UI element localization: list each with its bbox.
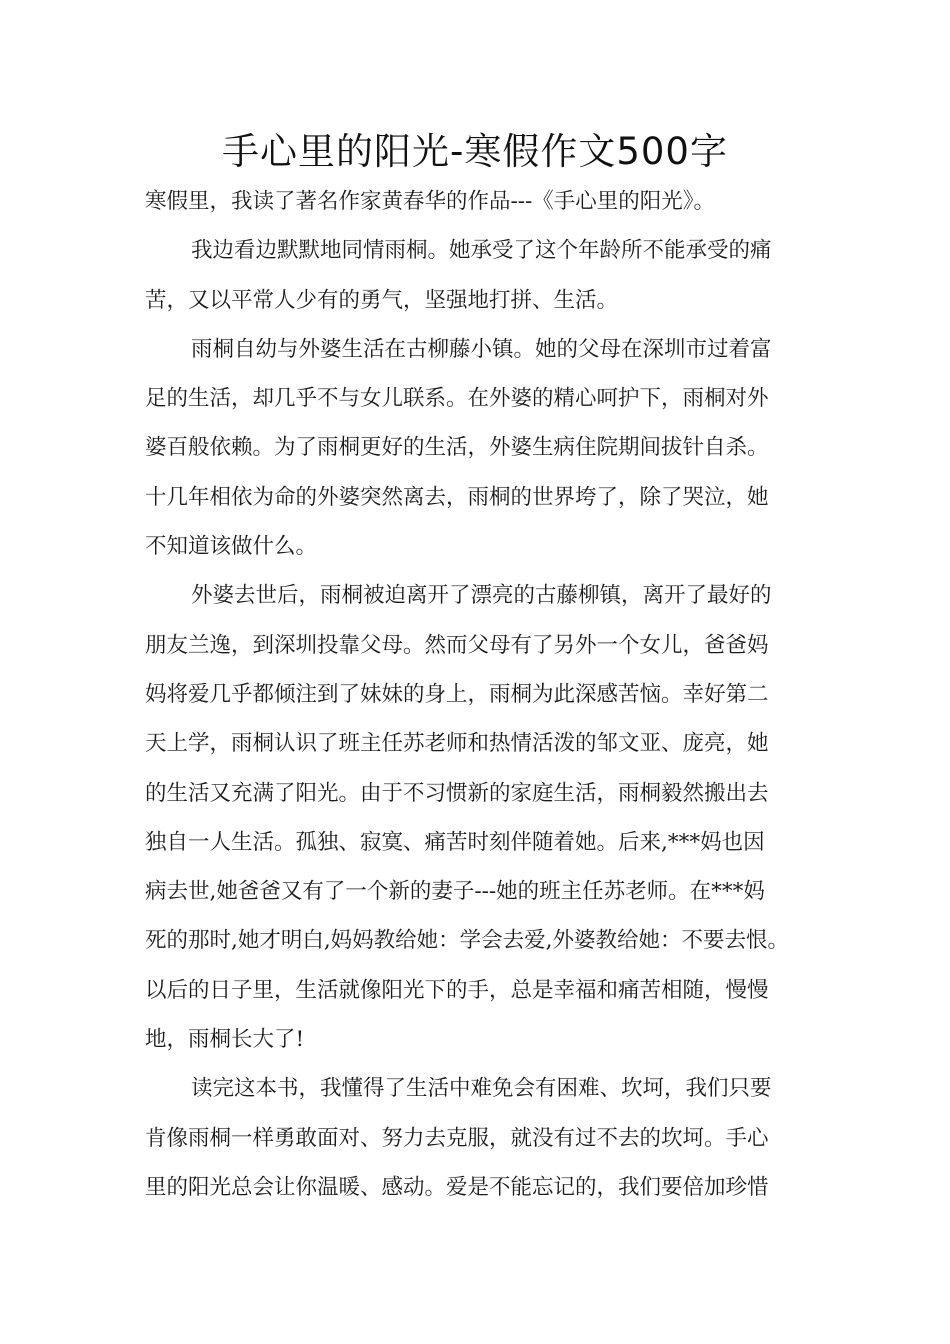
text-line: 的生活又充满了阳光。由于不习惯新的家庭生活，雨桐毅然搬出去	[145, 780, 769, 806]
text-line: 以后的日子里，生活就像阳光下的手，总是幸福和痛苦相随，慢慢	[145, 977, 769, 1003]
text-line: 足的生活，却几乎不与女儿联系。在外婆的精心呵护下，雨桐对外	[145, 386, 769, 412]
text-line: 独自一人生活。孤独、寂寞、痛苦时刻伴随着她。后来,***妈也因	[145, 829, 765, 855]
text-line: 病去世,她爸爸又有了一个新的妻子---她的班主任苏老师。在***妈	[145, 879, 765, 905]
text-line: 外婆去世后，雨桐被迫离开了漂亮的古藤柳镇，离开了最好的	[191, 583, 772, 609]
document-title: 手心里的阳光-寒假作文500字	[222, 130, 728, 173]
text-line: 我边看边默默地同情雨桐。她承受了这个年龄所不能承受的痛	[191, 238, 772, 264]
text-line: 寒假里，我读了著名作家黄春华的作品---《手心里的阳光》。	[145, 189, 716, 214]
text-line: 天上学，雨桐认识了班主任苏老师和热情活泼的邹文亚、庞亮，她	[145, 731, 769, 757]
text-line: 不知道该做什么。	[145, 534, 318, 560]
text-line: 妈将爱几乎都倾注到了妹妹的身上，雨桐为此深感苦恼。幸好第二	[145, 681, 769, 707]
text-line: 里的阳光总会让你温暖、感动。爱是不能忘记的，我们要倍加珍惜	[145, 1174, 769, 1200]
text-line: 读完这本书，我懂得了生活中难免会有困难、坎坷，我们只要	[191, 1076, 772, 1102]
text-line: 十几年相依为命的外婆突然离去，雨桐的世界垮了，除了哭泣，她	[145, 484, 769, 510]
text-line: 婆百般依赖。为了雨桐更好的生活，外婆生病住院期间拔针自杀。	[145, 435, 769, 461]
text-line: 朋友兰逸，到深圳投靠父母。然而父母有了另外一个女儿，爸爸妈	[145, 632, 769, 658]
text-line: 死的那时,她才明白,妈妈教给她：学会去爱,外婆教给她：不要去恨。	[145, 928, 790, 954]
text-line: 苦，又以平常人少有的勇气，坚强地打拼、生活。	[145, 287, 619, 313]
text-line: 肯像雨桐一样勇敢面对、努力去克服，就没有过不去的坎坷。手心	[145, 1125, 769, 1151]
text-line: 雨桐自幼与外婆生活在古柳藤小镇。她的父母在深圳市过着富	[191, 336, 772, 362]
document-body	[145, 177, 835, 1212]
text-line: 地，雨桐长大了!	[145, 1027, 305, 1053]
